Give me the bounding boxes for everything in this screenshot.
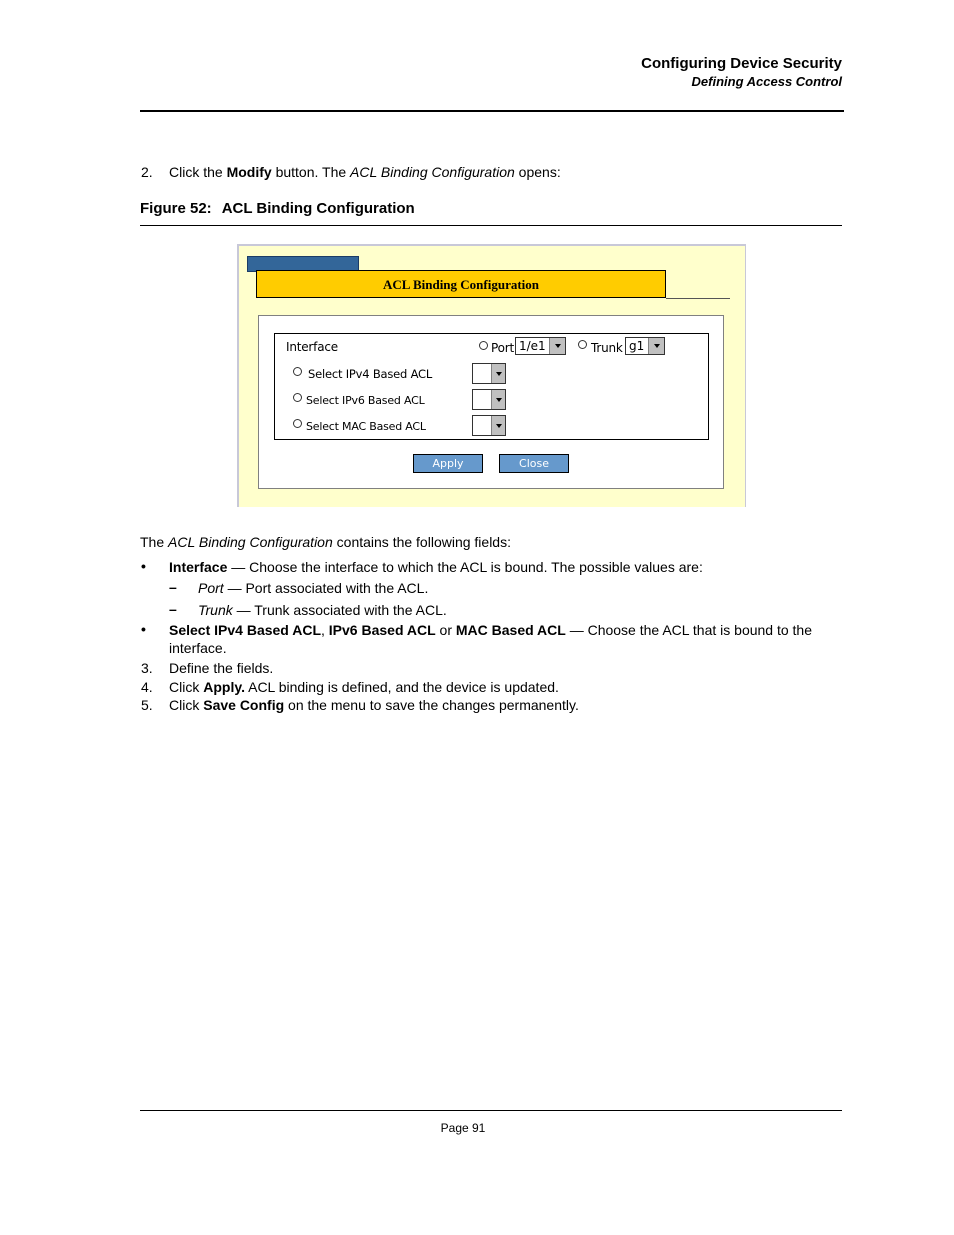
ipv6-acl-select[interactable]	[472, 389, 506, 410]
sub-1-marker: –	[169, 579, 177, 595]
sub-1-text	[198, 579, 428, 597]
figure-rule	[140, 225, 842, 226]
chevron-down-icon	[549, 338, 565, 354]
bullet-2-marker: •	[141, 621, 146, 637]
bullet-2-text	[169, 621, 812, 639]
figure-label: Figure 52:	[140, 200, 212, 217]
intro-post: contains the following fields:	[332, 534, 511, 550]
mac-acl-select[interactable]	[472, 415, 506, 436]
mac-acl-radio[interactable]	[293, 419, 302, 428]
sub-1-rest: — Port associated with the ACL.	[223, 580, 429, 596]
port-label: Port	[491, 341, 514, 355]
step-5-bold: Save Config	[203, 697, 285, 713]
step-5-text	[169, 696, 579, 714]
screenshot-left-border	[237, 244, 239, 507]
bullet-2-bold-2: IPv6 Based ACL	[328, 622, 436, 638]
step-4-bold: Apply.	[203, 679, 245, 695]
acl-binding-screenshot	[237, 244, 746, 507]
port-select[interactable]	[515, 337, 566, 355]
bullet-1-rest: — Choose the interface to which the ACL is bound. The possible values are:	[227, 559, 703, 575]
trunk-select-value: g1	[629, 339, 645, 353]
step-2-italic: ACL Binding Configuration	[350, 164, 515, 180]
screenshot-top-border	[237, 244, 746, 246]
bullet-2-continuation: interface.	[169, 640, 227, 656]
bullet-2-rest: — Choose the ACL that is bound to the	[565, 622, 813, 638]
trunk-radio[interactable]	[578, 340, 587, 349]
intro-paragraph	[140, 533, 511, 551]
screenshot-right-border	[745, 244, 746, 507]
intro-italic: ACL Binding Configuration	[168, 534, 333, 550]
footer-rule	[140, 1110, 842, 1111]
sub-2-marker: –	[169, 601, 177, 617]
step-4-text	[169, 678, 559, 696]
step-5-post: on the menu to save the changes permanently.	[284, 697, 579, 713]
sub-2-italic: Trunk	[198, 602, 233, 618]
running-header-subtitle: Defining Access Control	[691, 74, 842, 89]
sub-2-rest: — Trunk associated with the ACL.	[232, 602, 447, 618]
trunk-select[interactable]	[625, 337, 665, 355]
port-select-value: 1/e1	[519, 339, 546, 353]
step-4-post: ACL binding is defined, and the device is updated.	[244, 679, 559, 695]
ipv6-acl-radio[interactable]	[293, 393, 302, 402]
port-radio[interactable]	[479, 341, 488, 350]
chevron-down-icon	[491, 416, 505, 435]
chevron-down-icon	[648, 338, 664, 354]
step-5-number: 5.	[141, 697, 153, 713]
step-2-mid: button. The	[271, 164, 351, 180]
bullet-1-text	[169, 558, 703, 576]
intro-pre: The	[140, 534, 169, 550]
acl-binding-banner: ACL Binding Configuration	[256, 270, 666, 298]
chevron-down-icon	[491, 390, 505, 409]
close-button[interactable]: Close	[499, 454, 569, 473]
sub-2-text	[198, 601, 447, 619]
ipv4-acl-radio[interactable]	[293, 367, 302, 376]
figure-title: ACL Binding Configuration	[221, 200, 415, 217]
interface-label: Interface	[286, 340, 338, 354]
banner-underline	[666, 298, 730, 299]
step-5-pre: Click	[169, 697, 204, 713]
bullet-2-sep-2: or	[435, 622, 456, 638]
bullet-2-sep-1: ,	[321, 622, 329, 638]
step-3-number: 3.	[141, 660, 153, 676]
sub-1-italic: Port	[198, 580, 224, 596]
step-4-number: 4.	[141, 679, 153, 695]
ipv4-acl-label: Select IPv4 Based ACL	[308, 367, 433, 381]
bullet-1-marker: •	[141, 558, 146, 574]
apply-button[interactable]: Apply	[413, 454, 483, 473]
page-number: Page 91	[440, 1121, 486, 1135]
step-2-number: 2.	[141, 164, 153, 180]
step-2-post: opens:	[514, 164, 561, 180]
bullet-2-bold-1: Select IPv4 Based ACL	[169, 622, 321, 638]
ipv4-acl-select[interactable]	[472, 363, 506, 384]
ipv6-acl-label: Select IPv6 Based ACL	[306, 394, 425, 407]
step-2-text	[169, 163, 561, 181]
bullet-2-bold-3: MAC Based ACL	[455, 622, 566, 638]
trunk-label: Trunk	[591, 341, 623, 355]
bullet-1-bold: Interface	[169, 559, 228, 575]
chevron-down-icon	[491, 364, 505, 383]
step-2-pre: Click the	[169, 164, 227, 180]
header-rule	[140, 110, 844, 112]
running-header-title: Configuring Device Security	[641, 55, 842, 72]
step-3-text: Define the fields.	[169, 660, 274, 676]
figure-caption	[140, 200, 415, 217]
mac-acl-label: Select MAC Based ACL	[306, 420, 426, 433]
step-4-pre: Click	[169, 679, 204, 695]
step-2-modify: Modify	[226, 164, 272, 180]
